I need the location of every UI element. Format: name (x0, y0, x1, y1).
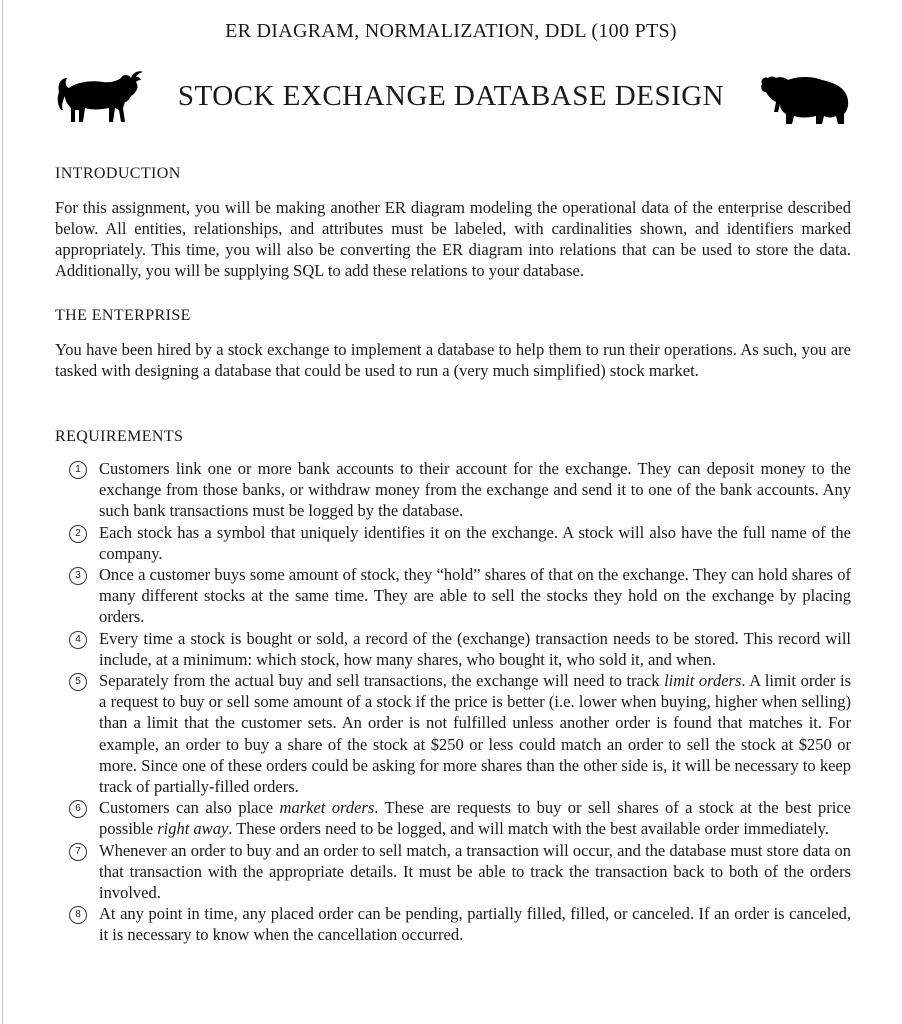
requirement-text: Whenever an order to buy and an order to sell match, a transaction will occur, and the database must store data on that transaction with the appropriate details. It must be able to track the transaction back to both of the orders involved. (99, 840, 851, 903)
assignment-header: ER DIAGRAM, NORMALIZATION, DDL (100 PTS) (225, 20, 677, 42)
page-title: STOCK EXCHANGE DATABASE DESIGN (177, 80, 725, 112)
requirement-text: Every time a stock is bought or sold, a record of the (exchange) transaction needs to be stored. This record will include, at a minimum: which stock, how many shares, who bought it, who sold it, and when. (99, 628, 851, 669)
right-away-term: right away (157, 819, 229, 839)
page-left-border (2, 0, 3, 1024)
introduction-heading: INTRODUCTION (55, 165, 181, 182)
requirement-number: 5 (69, 673, 87, 691)
limit-orders-term: limit orders (664, 671, 742, 691)
requirement-item (67, 628, 851, 670)
requirement-number: 2 (69, 525, 87, 543)
enterprise-heading: THE ENTERPRISE (55, 307, 191, 324)
requirement-item (67, 840, 851, 904)
requirement-text: Once a customer buys some amount of stock, they “hold” shares of that on the exchange. They can hold shares of many different stocks at the same time. They are able to sell the stocks they hold on the exchange by placing orders. (99, 565, 851, 627)
requirement-item (67, 903, 851, 945)
requirement-number: 1 (69, 461, 87, 479)
requirement-text: At any point in time, any placed order can be pending, partially filled, filled, or canceled. If an order is canceled, it is necessary to know when the cancellation occurred. (99, 904, 851, 945)
requirements-heading: REQUIREMENTS (55, 428, 184, 445)
introduction-text: For this assignment, you will be making another ER diagram modeling the operational data of the enterprise described below. All entities, relationships, and attributes must be labeled, with cardinalities shown, and identifiers marked appropriately. This time, you will also be converting the ER diagram into relations that can be used to store the data. Additionally, you will be supplying SQL to add these relations to your database. (55, 198, 851, 280)
requirement-item (67, 797, 851, 839)
requirements-list (67, 458, 851, 946)
requirement-item (67, 670, 851, 797)
requirement-text: Each stock has a symbol that uniquely identifies it on the exchange. A stock will also have the full name of the company. (99, 522, 851, 563)
bear-icon (758, 72, 850, 128)
requirement-item (67, 522, 851, 564)
requirement-number: 6 (69, 800, 87, 818)
requirement-number: 8 (69, 906, 87, 924)
requirement-number: 7 (69, 843, 87, 861)
requirement-item (67, 458, 851, 522)
enterprise-text: You have been hired by a stock exchange to implement a database to help them to run their operations. As such, you are tasked with designing a database that could be used to run a (very much simplified) stock market. (55, 340, 851, 380)
requirement-text: Separately from the actual buy and sell transactions, the exchange will need to track limit orders. A limit order is a request to buy or sell some amount of a stock if the price is better (i.e. lower when buying, higher when selling) than a limit that the customer sets. An order is not fulfilled unless another order is found that matches it. For example, an order to buy a share of the stock at $250 or less could match an order to sell the stock at $250 or more. Since one of these orders could be asking for more shares than the other side is, it will be necessary to keep track of partially-filled orders. (99, 671, 851, 797)
requirement-number: 4 (69, 631, 87, 649)
requirement-text: Customers link one or more bank accounts to their account for the exchange. They can deposit money to the exchange from those banks, or withdraw money from the exchange and send it to one of the bank accounts. Any such bank transactions must be logged by the database. (99, 459, 851, 521)
requirement-number: 3 (69, 567, 87, 585)
market-orders-term: market orders (279, 798, 375, 818)
requirement-item (67, 564, 851, 628)
requirement-text: Customers can also place market orders. These are requests to buy or sell shares of a stock at the best price possible right away. These orders need to be logged, and will match with the best available order immediately. (99, 798, 851, 839)
